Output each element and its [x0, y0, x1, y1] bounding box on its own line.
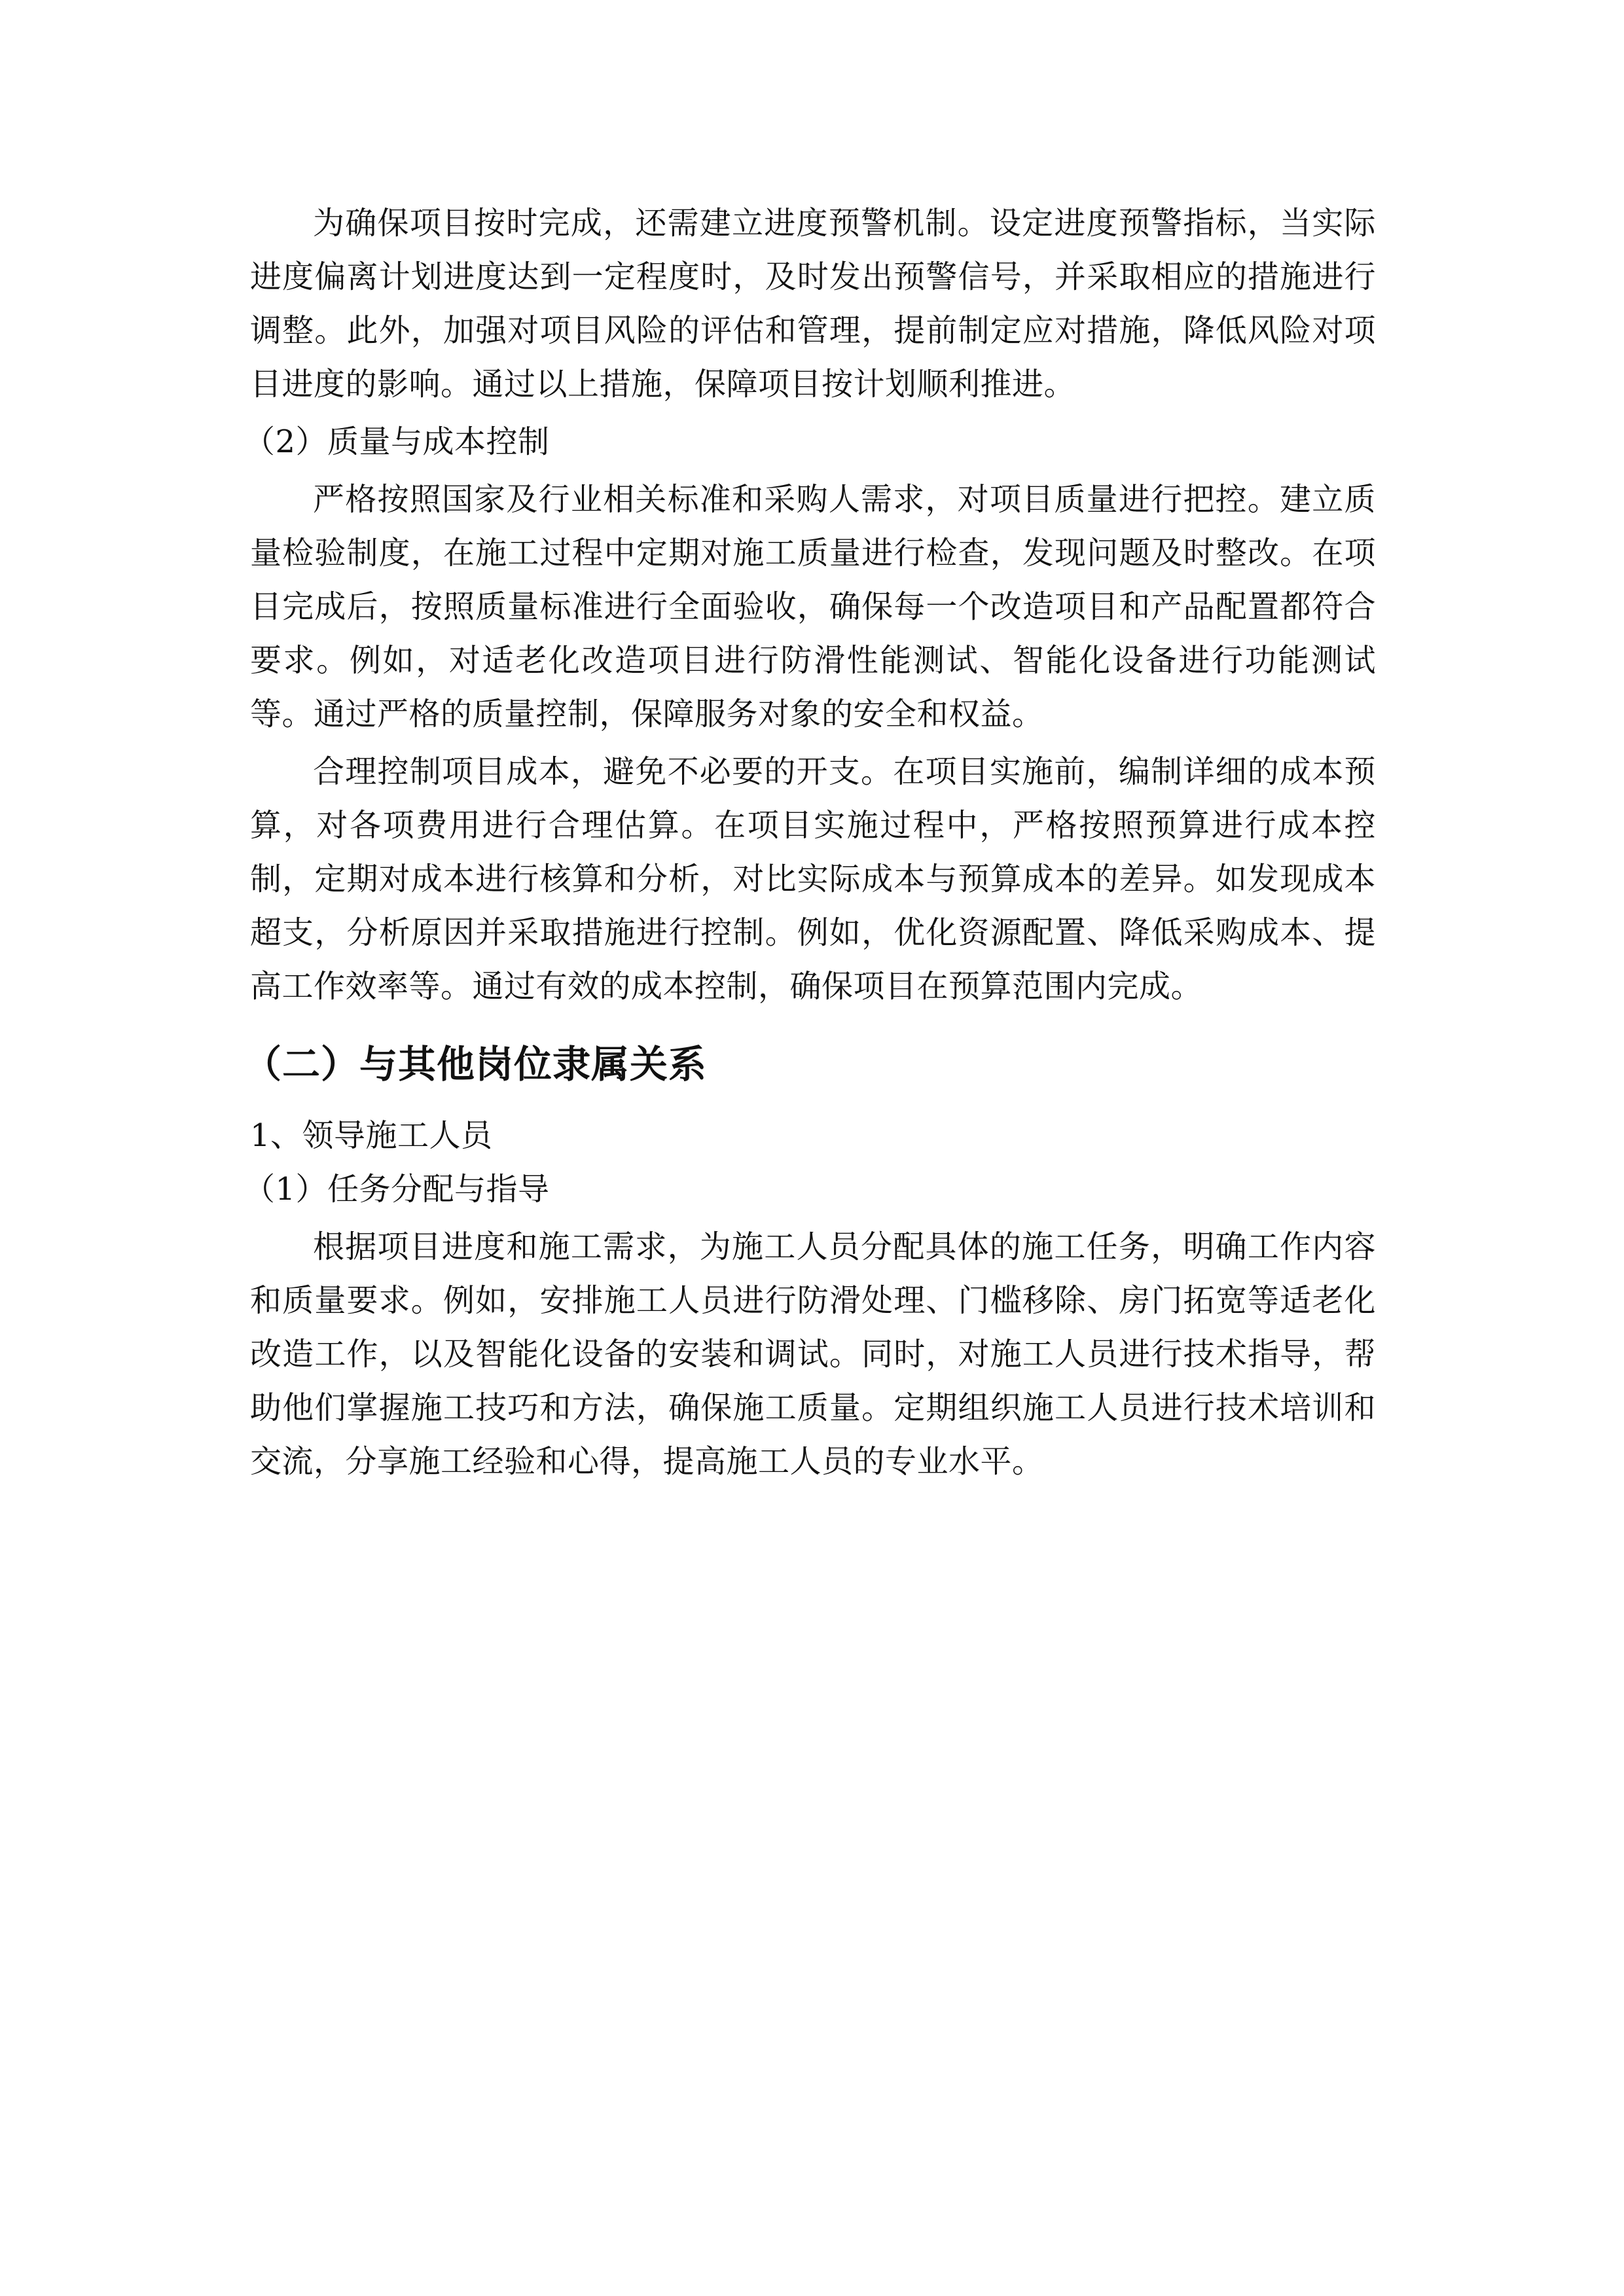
paragraph-task-assignment: 根据项目进度和施工需求，为施工人员分配具体的施工任务，明确工作内容和质量要求。例如，安排施工人员进行防滑处理、门槛移除、房门拓宽等适老化改造工作，以及智能化设备的安装和调试。同时，对施工人员进行技术指导，帮助他们掌握施工技巧和方法，确保施工质量。定期组织施工人员进行技术培训和交流，分享施工经验和心得，提高施工人员的专业水平。 — [250, 1229, 1376, 1480]
paragraph-quality-control: 严格按照国家及行业相关标准和采购人需求，对项目质量进行把控。建立质量检验制度，在施工过程中定期对施工质量进行检查，发现问题及时整改。在项目完成后，按照质量标准进行全面验收，确保每一个改造项目和产品配置都符合要求。例如，对适老化改造项目进行防滑性能测试、智能化设备进行功能测试等。通过严格的质量控制，保障服务对象的安全和权益。 — [250, 481, 1376, 732]
document-body — [244, 196, 1376, 1488]
subheading-task-assignment: （1）任务分配与指导 — [244, 1171, 550, 1208]
subheading-quality-cost: （2）质量与成本控制 — [244, 423, 550, 460]
section-heading-relationships: （二）与其他岗位隶属关系 — [244, 1042, 708, 1086]
subheading-lead-workers: 1、领导施工人员 — [250, 1117, 493, 1154]
paragraph-cost-control: 合理控制项目成本，避免不必要的开支。在项目实施前，编制详细的成本预算，对各项费用进行合理估算。在项目实施过程中，严格按照预算进行成本控制，定期对成本进行核算和分析，对比实际成本与预算成本的差异。如发现成本超支，分析原因并采取措施进行控制。例如，优化资源配置、降低采购成本、提高工作效率等。通过有效的成本控制，确保项目在预算范围内完成。 — [250, 753, 1376, 1005]
paragraph-progress-warning: 为确保项目按时完成，还需建立进度预警机制。设定进度预警指标，当实际进度偏离计划进度达到一定程度时，及时发出预警信号，并采取相应的措施进行调整。此外，加强对项目风险的评估和管理，提前制定应对措施，降低风险对项目进度的影响。通过以上措施，保障项目按计划顺利推进。 — [250, 205, 1376, 403]
